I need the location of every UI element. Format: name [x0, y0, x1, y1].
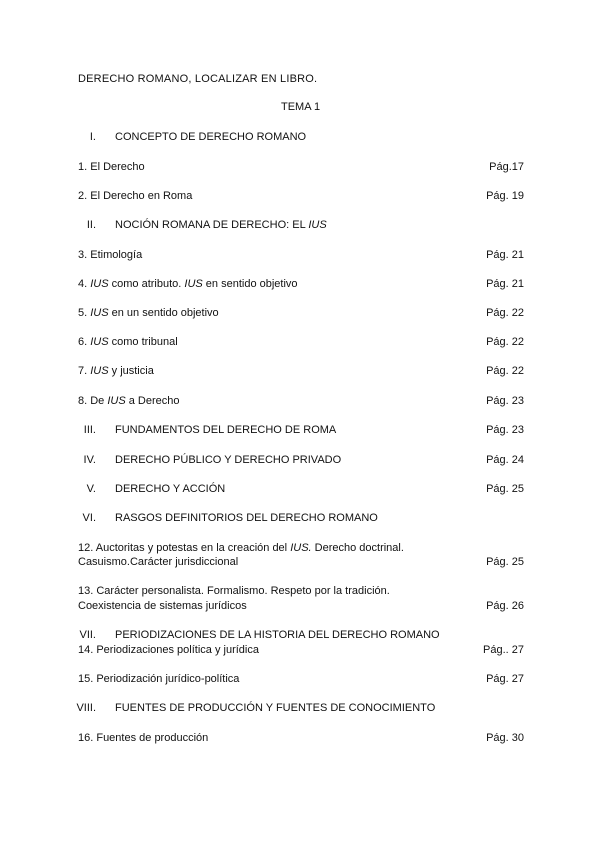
- section-title-text: NOCIÓN ROMANA DE DERECHO: EL: [115, 219, 309, 231]
- toc-entry-page: Pág. 21: [486, 278, 524, 290]
- section-title: DERECHO Y ACCIÓN: [115, 483, 226, 495]
- section-number: IV.: [83, 454, 96, 466]
- entry-prefix: 5.: [78, 307, 91, 319]
- entry-mid: en un sentido objetivo: [108, 307, 219, 319]
- section-title: CONCEPTO DE DERECHO ROMANO: [115, 131, 307, 143]
- entry-prefix: 7.: [78, 365, 91, 377]
- toc-entry-page: Pág. 22: [486, 336, 524, 348]
- entry-prefix: 4.: [78, 278, 91, 290]
- toc-entry-page: Pág. 22: [486, 307, 524, 319]
- ius-italic: IUS: [90, 336, 109, 348]
- toc-entry-page: Pág. 25: [486, 556, 524, 568]
- toc-entry-label: 15. Periodización jurídico-política: [78, 673, 240, 685]
- toc-entry-page: Pág.17: [489, 161, 524, 173]
- toc-entry-label: 1. El Derecho: [78, 161, 145, 173]
- toc-entry-page: Pág. 19: [486, 190, 524, 202]
- document-title: DERECHO ROMANO, LOCALIZAR EN LIBRO.: [78, 73, 318, 85]
- toc-entry-label: [78, 336, 178, 349]
- entry-suffix: Derecho doctrinal.: [311, 542, 404, 554]
- toc-entry-label: 2. El Derecho en Roma: [78, 190, 193, 202]
- section-title: RASGOS DEFINITORIOS DEL DERECHO ROMANO: [115, 512, 378, 524]
- entry-prefix: 6.: [78, 336, 91, 348]
- ius-italic: IUS: [90, 307, 109, 319]
- section-number: I.: [89, 131, 96, 143]
- ius-italic: IUS: [107, 395, 126, 407]
- section-number: III.: [83, 424, 96, 436]
- tema-heading: TEMA 1: [281, 101, 321, 113]
- section-number: II.: [86, 219, 96, 231]
- toc-entry-label: 14. Periodizaciones política y jurídica: [78, 644, 259, 656]
- entry-suffix: en sentido objetivo: [202, 278, 298, 290]
- ius-italic: IUS: [90, 365, 109, 377]
- ius-italic: IUS: [90, 278, 109, 290]
- toc-entry-page: Pág. 24: [486, 454, 524, 466]
- entry-mid: como tribunal: [108, 336, 178, 348]
- toc-entry-page: Pág. 30: [486, 732, 524, 744]
- section-number: VIII.: [76, 702, 96, 714]
- toc-entry-label: 16. Fuentes de producción: [78, 732, 209, 744]
- toc-entry-label-line2: Casuismo.Carácter jurisdiccional: [78, 556, 239, 568]
- toc-entry-page: Pág. 27: [486, 673, 524, 685]
- section-title: PERIODIZACIONES DE LA HISTORIA DEL DERECHO ROMANO: [115, 629, 440, 641]
- toc-entry-page: Pág. 25: [486, 483, 524, 495]
- section-number: VI.: [82, 512, 96, 524]
- section-number: V.: [86, 483, 96, 495]
- section-title: [115, 219, 327, 232]
- toc-entry-label-line2: Coexistencia de sistemas jurídicos: [78, 600, 247, 612]
- toc-entry-page: Pág.. 27: [483, 644, 524, 656]
- entry-mid: y justicia: [108, 365, 154, 377]
- toc-entry-page: Pág. 21: [486, 249, 524, 261]
- entry-mid: como atributo.: [108, 278, 185, 290]
- toc-entry-label: [78, 278, 298, 291]
- section-number: VII.: [79, 629, 96, 641]
- toc-entry-label: [78, 395, 180, 408]
- entry-prefix: 12. Auctoritas y potestas en la creación del: [78, 542, 291, 554]
- ius-italic: IUS: [308, 219, 327, 231]
- section-title: FUNDAMENTOS DEL DERECHO DE ROMA: [115, 424, 337, 436]
- toc-entry-page: Pág. 26: [486, 600, 524, 612]
- ius-italic: IUS: [184, 278, 203, 290]
- toc-entry-label: 3. Etimología: [78, 249, 143, 261]
- section-title: FUENTES DE PRODUCCIÓN Y FUENTES DE CONOCIMIENTO: [115, 702, 436, 714]
- entry-prefix: 8. De: [78, 395, 108, 407]
- toc-entry-label: [78, 307, 219, 320]
- toc-entry-label: 13. Carácter personalista. Formalismo. Respeto por la tradición.: [78, 585, 390, 597]
- entry-mid: a Derecho: [125, 395, 180, 407]
- toc-entry-page: Pág. 23: [486, 424, 524, 436]
- toc-entry-label: [78, 365, 154, 378]
- toc-entry-label: [78, 542, 404, 555]
- ius-italic: IUS.: [290, 542, 312, 554]
- section-title: DERECHO PÚBLICO Y DERECHO PRIVADO: [115, 454, 342, 466]
- toc-entry-page: Pág. 22: [486, 365, 524, 377]
- toc-entry-page: Pág. 23: [486, 395, 524, 407]
